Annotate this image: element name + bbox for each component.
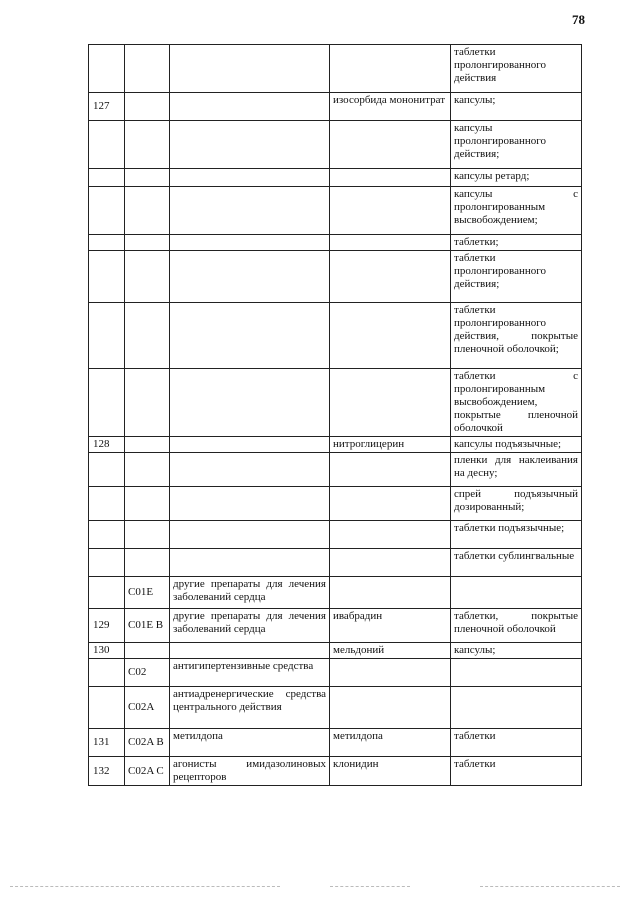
atc-code-cell: C02A bbox=[125, 687, 170, 729]
atc-code-cell bbox=[125, 487, 170, 521]
row-number-cell: 132 bbox=[89, 757, 125, 786]
table-row bbox=[89, 643, 582, 659]
group-description-cell bbox=[170, 487, 330, 521]
drug-name-cell bbox=[330, 687, 451, 729]
table-row bbox=[89, 169, 582, 187]
group-description-cell bbox=[170, 251, 330, 303]
atc-code-cell bbox=[125, 121, 170, 169]
drug-name-cell bbox=[330, 659, 451, 687]
group-description-cell bbox=[170, 93, 330, 121]
bottom-rule bbox=[480, 886, 620, 887]
row-number-cell bbox=[89, 549, 125, 577]
dosage-form-cell: таблетки сублингвальные bbox=[451, 549, 582, 577]
bottom-rule bbox=[10, 886, 280, 887]
bottom-rule bbox=[330, 886, 410, 887]
drug-name-cell bbox=[330, 169, 451, 187]
row-number-cell bbox=[89, 187, 125, 235]
atc-code-cell: C02 bbox=[125, 659, 170, 687]
dosage-form-cell: таблетки подъязычные; bbox=[451, 521, 582, 549]
drug-name-cell bbox=[330, 45, 451, 93]
row-number-cell: 127 bbox=[89, 93, 125, 121]
table-row bbox=[89, 235, 582, 251]
row-number-cell bbox=[89, 169, 125, 187]
atc-code-cell bbox=[125, 303, 170, 369]
row-number-cell bbox=[89, 687, 125, 729]
drug-name-cell bbox=[330, 121, 451, 169]
atc-code-cell bbox=[125, 251, 170, 303]
group-description-cell bbox=[170, 169, 330, 187]
group-description-cell: антигипертензивные средства bbox=[170, 659, 330, 687]
group-description-cell: другие препараты для лечения заболеваний сердца bbox=[170, 609, 330, 643]
table-row bbox=[89, 121, 582, 169]
atc-code-cell: C02A C bbox=[125, 757, 170, 786]
row-number-cell: 131 bbox=[89, 729, 125, 757]
dosage-form-cell: таблетки пролонгированного действия; bbox=[451, 251, 582, 303]
row-number-cell bbox=[89, 235, 125, 251]
dosage-form-cell: капсулы с пролонгированным высвобождением; bbox=[451, 187, 582, 235]
row-number-cell bbox=[89, 453, 125, 487]
group-description-cell bbox=[170, 187, 330, 235]
row-number-cell bbox=[89, 45, 125, 93]
table-row bbox=[89, 93, 582, 121]
dosage-form-cell: таблетки пролонгированного действия, покрытые пленочной оболочкой; bbox=[451, 303, 582, 369]
dosage-form-cell bbox=[451, 687, 582, 729]
group-description-cell bbox=[170, 45, 330, 93]
table-row bbox=[89, 251, 582, 303]
group-description-cell bbox=[170, 369, 330, 437]
dosage-form-cell: капсулы; bbox=[451, 93, 582, 121]
table-row bbox=[89, 369, 582, 437]
table-row bbox=[89, 729, 582, 757]
group-description-cell bbox=[170, 549, 330, 577]
atc-code-cell bbox=[125, 453, 170, 487]
drug-name-cell: изосорбида мононитрат bbox=[330, 93, 451, 121]
drug-name-cell bbox=[330, 453, 451, 487]
row-number-cell: 128 bbox=[89, 437, 125, 453]
group-description-cell bbox=[170, 453, 330, 487]
table-row bbox=[89, 303, 582, 369]
group-description-cell bbox=[170, 235, 330, 251]
row-number-cell: 129 bbox=[89, 609, 125, 643]
atc-code-cell bbox=[125, 169, 170, 187]
atc-code-cell bbox=[125, 521, 170, 549]
table-row bbox=[89, 187, 582, 235]
atc-code-cell bbox=[125, 93, 170, 121]
group-description-cell bbox=[170, 303, 330, 369]
dosage-form-cell: таблетки bbox=[451, 729, 582, 757]
table-row bbox=[89, 549, 582, 577]
drug-list-table bbox=[88, 44, 582, 786]
row-number-cell bbox=[89, 521, 125, 549]
row-number-cell bbox=[89, 577, 125, 609]
row-number-cell bbox=[89, 659, 125, 687]
atc-code-cell bbox=[125, 369, 170, 437]
row-number-cell: 130 bbox=[89, 643, 125, 659]
row-number-cell bbox=[89, 487, 125, 521]
group-description-cell bbox=[170, 121, 330, 169]
table-row bbox=[89, 609, 582, 643]
table-row bbox=[89, 45, 582, 93]
drug-name-cell bbox=[330, 235, 451, 251]
drug-name-cell bbox=[330, 369, 451, 437]
table-row bbox=[89, 687, 582, 729]
atc-code-cell: C02A B bbox=[125, 729, 170, 757]
drug-name-cell bbox=[330, 487, 451, 521]
drug-name-cell bbox=[330, 303, 451, 369]
table-row bbox=[89, 659, 582, 687]
dosage-form-cell: таблетки пролонгированного действия bbox=[451, 45, 582, 93]
drug-name-cell: ивабрадин bbox=[330, 609, 451, 643]
atc-code-cell bbox=[125, 549, 170, 577]
group-description-cell: антиадренергические средства центрального действия bbox=[170, 687, 330, 729]
group-description-cell bbox=[170, 521, 330, 549]
atc-code-cell bbox=[125, 187, 170, 235]
group-description-cell: метилдопа bbox=[170, 729, 330, 757]
drug-name-cell bbox=[330, 521, 451, 549]
dosage-form-cell bbox=[451, 659, 582, 687]
row-number-cell bbox=[89, 303, 125, 369]
group-description-cell bbox=[170, 643, 330, 659]
atc-code-cell: C01E bbox=[125, 577, 170, 609]
drug-name-cell: нитроглицерин bbox=[330, 437, 451, 453]
drug-name-cell bbox=[330, 577, 451, 609]
row-number-cell bbox=[89, 251, 125, 303]
row-number-cell bbox=[89, 121, 125, 169]
table-row bbox=[89, 521, 582, 549]
drug-name-cell bbox=[330, 251, 451, 303]
group-description-cell: агонисты имидазолиновых рецепторов bbox=[170, 757, 330, 786]
dosage-form-cell: капсулы; bbox=[451, 643, 582, 659]
drug-name-cell bbox=[330, 549, 451, 577]
dosage-form-cell: пленки для наклеивания на десну; bbox=[451, 453, 582, 487]
atc-code-cell bbox=[125, 643, 170, 659]
atc-code-cell bbox=[125, 437, 170, 453]
table-row bbox=[89, 453, 582, 487]
dosage-form-cell: спрей подъязычный дозированный; bbox=[451, 487, 582, 521]
group-description-cell: другие препараты для лечения заболеваний сердца bbox=[170, 577, 330, 609]
dosage-form-cell: капсулы подъязычные; bbox=[451, 437, 582, 453]
table-row bbox=[89, 487, 582, 521]
table-row bbox=[89, 757, 582, 786]
table-row bbox=[89, 437, 582, 453]
dosage-form-cell bbox=[451, 577, 582, 609]
table-row bbox=[89, 577, 582, 609]
drug-name-cell bbox=[330, 187, 451, 235]
dosage-form-cell: капсулы ретард; bbox=[451, 169, 582, 187]
row-number-cell bbox=[89, 369, 125, 437]
dosage-form-cell: таблетки, покрытые пленочной оболочкой bbox=[451, 609, 582, 643]
drug-name-cell: клонидин bbox=[330, 757, 451, 786]
atc-code-cell bbox=[125, 45, 170, 93]
page-number: 78 bbox=[572, 12, 585, 27]
group-description-cell bbox=[170, 437, 330, 453]
dosage-form-cell: таблетки bbox=[451, 757, 582, 786]
atc-code-cell: C01E B bbox=[125, 609, 170, 643]
dosage-form-cell: таблетки с пролонгированным высвобождением, покрытые пленочной оболочкой bbox=[451, 369, 582, 437]
dosage-form-cell: капсулы пролонгированного действия; bbox=[451, 121, 582, 169]
dosage-form-cell: таблетки; bbox=[451, 235, 582, 251]
drug-name-cell: мельдоний bbox=[330, 643, 451, 659]
drug-name-cell: метилдопа bbox=[330, 729, 451, 757]
atc-code-cell bbox=[125, 235, 170, 251]
